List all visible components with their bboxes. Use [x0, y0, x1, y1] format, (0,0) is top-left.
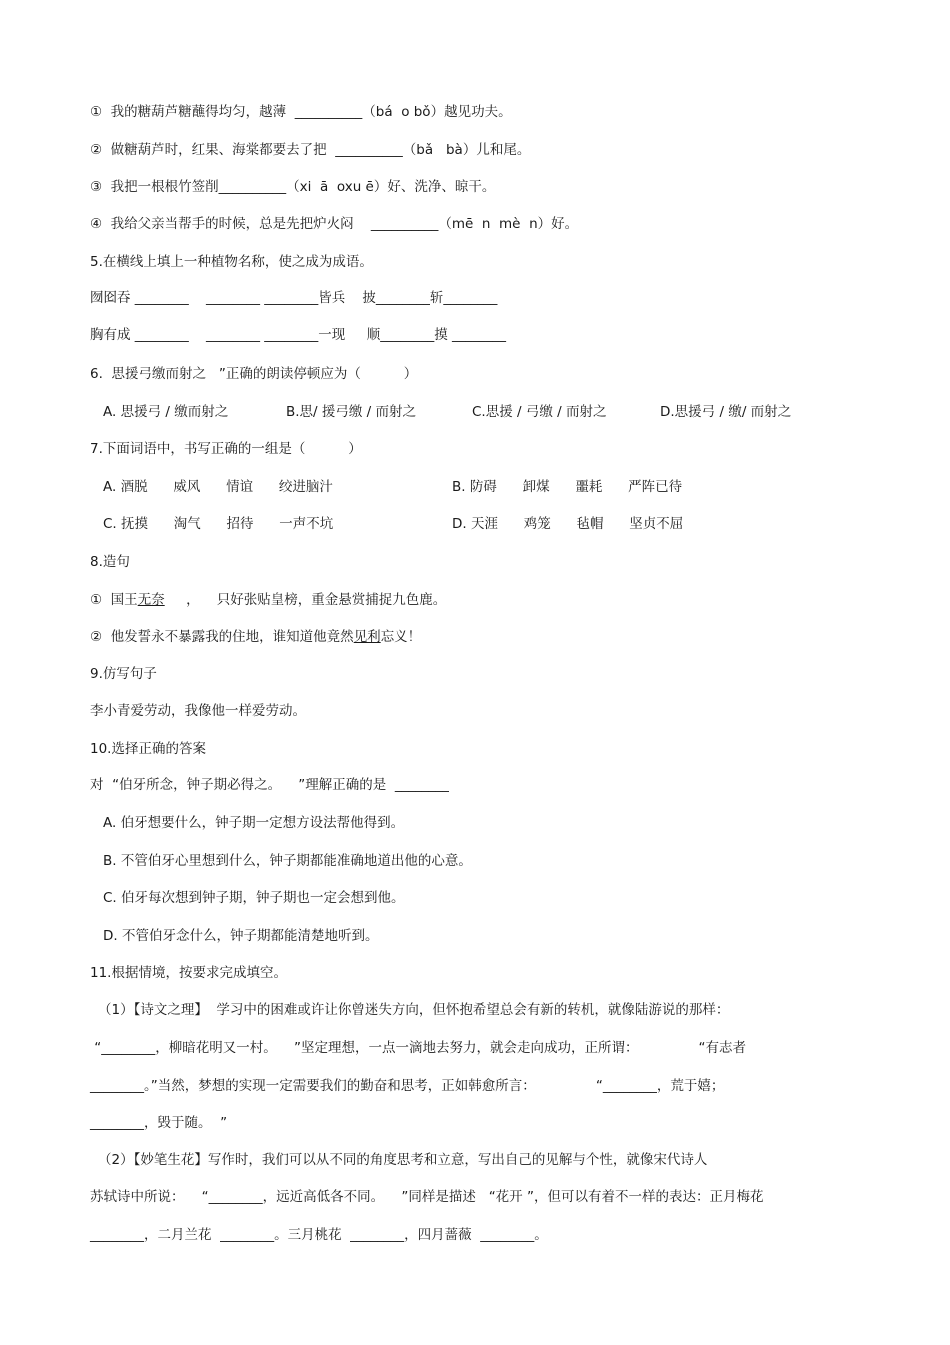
q9-text: 李小青爱劳动，我像他一样爱劳动。	[90, 703, 306, 719]
q6-title: 6. 思援弓缴而射之 ”正确的朗读停顿应为（ ）	[90, 366, 418, 382]
q8-item-1	[90, 591, 446, 609]
q5-row-1: 囫囵吞 ________ ________ ________皆兵 披________斩________	[90, 290, 498, 306]
q8-item-2	[90, 628, 421, 646]
q11-part2-line1: （2）【妙笔生花】写作时，我们可以从不同的角度思考和立意，写出自己的见解与个性，就像宋代诗人	[98, 1152, 708, 1168]
q10-option-b: B. 不管伯牙心里想到什么，钟子期都能准确地道出他的心意。	[103, 853, 472, 869]
q10-option-d: D. 不管伯牙念什么，钟子期都能清楚地听到。	[103, 928, 379, 944]
q4-item-3: ③ 我把一根根竹签削__________（xi ā oxu ē）好、洗净、晾干。	[90, 179, 496, 195]
q10-title: 10.选择正确的答案	[90, 741, 206, 757]
q4-item-4: ④ 我给父亲当帮手的时候，总是先把炉火闷 __________（mē n mè n）好。	[90, 216, 579, 232]
q11-part1-line4: ________，毁于随。 ”	[90, 1115, 228, 1131]
q8-item-1-prefix: ① 国王	[90, 592, 138, 608]
q10-option-a: A. 伯牙想要什么，钟子期一定想方设法帮他得到。	[103, 815, 405, 831]
q10-stem: 对 “伯牙所念，钟子期必得之。 ”理解正确的是 ________	[90, 777, 449, 793]
q11-part1-line2: “________，柳暗花明又一村。 ”坚定理想，一点一滴地去努力，就会走向成功，正所谓： “有志者	[90, 1040, 747, 1056]
q7-option-c: C. 抚摸 淘气 招待 一声不坑	[103, 516, 334, 532]
q5-title: 5.在横线上填上一种植物名称，使之成为成语。	[90, 254, 373, 270]
q9-title: 9.仿写句子	[90, 666, 157, 682]
q11-title: 11.根据情境，按要求完成填空。	[90, 965, 287, 981]
q6-option-a: A. 思援弓 / 缴而射之	[103, 404, 229, 420]
q8-item-2-suffix: 忘义！	[380, 629, 422, 645]
q10-option-c: C. 伯牙每次想到钟子期，钟子期也一定会想到他。	[103, 890, 405, 906]
q7-title: 7.下面词语中，书写正确的一组是（ ）	[90, 441, 362, 457]
q8-title: 8.造句	[90, 554, 130, 570]
q7-option-b: B. 防碍 卸煤 噩耗 严阵已待	[452, 479, 683, 495]
q4-item-2: ② 做糖葫芦时，红果、海棠都要去了把 __________（bǎ bà）儿和尾。	[90, 142, 531, 158]
q6-option-c: C.思援 / 弓缴 / 而射之	[472, 404, 607, 420]
q5-row-2: 胸有成 ________ ________ ________一现 顺________摸 ________	[90, 327, 506, 343]
q11-part1-line3: ________。”当然，梦想的实现一定需要我们的勤奋和思考，正如韩愈所言： “________，荒于嬉；	[90, 1078, 725, 1094]
q7-option-a: A. 酒脱 威风 情谊 绞进脑汁	[103, 479, 333, 495]
q7-option-d: D. 天涯 鸡笼 毡帽 坚贞不屈	[452, 516, 684, 532]
q8-item-2-word: 见利	[353, 629, 381, 645]
q4-item-1: ① 我的糖葫芦糖蘸得均匀，越薄 __________（bá o bǒ）越见功夫。	[90, 104, 512, 120]
q11-part1-line1: （1）【诗文之理】 学习中的困难或许让你曾迷失方向，但怀抱希望总会有新的转机，就像陆游说的那样：	[98, 1002, 730, 1018]
q11-part2-line2: 苏轼诗中所说： “________，远近高低各不同。 ”同样是描述 “花开 ”，但可以有着不一样的表达：正月梅花	[90, 1189, 764, 1205]
q8-item-1-suffix: ， 只好张贴皇榜，重金悬赏捕捉九色鹿。	[164, 592, 447, 608]
q8-item-1-word: 无奈	[137, 592, 165, 608]
q6-option-b: B.思/ 援弓缴 / 而射之	[286, 404, 417, 420]
q11-part2-line3: ________，二月兰花 ________。三月桃花 ________，四月蔷薇 ________。	[90, 1227, 548, 1243]
q6-option-d: D.思援弓 / 缴/ 而射之	[660, 404, 792, 420]
q8-item-2-prefix: ② 他发誓永不暴露我的住地，谁知道他竟然	[90, 629, 354, 645]
